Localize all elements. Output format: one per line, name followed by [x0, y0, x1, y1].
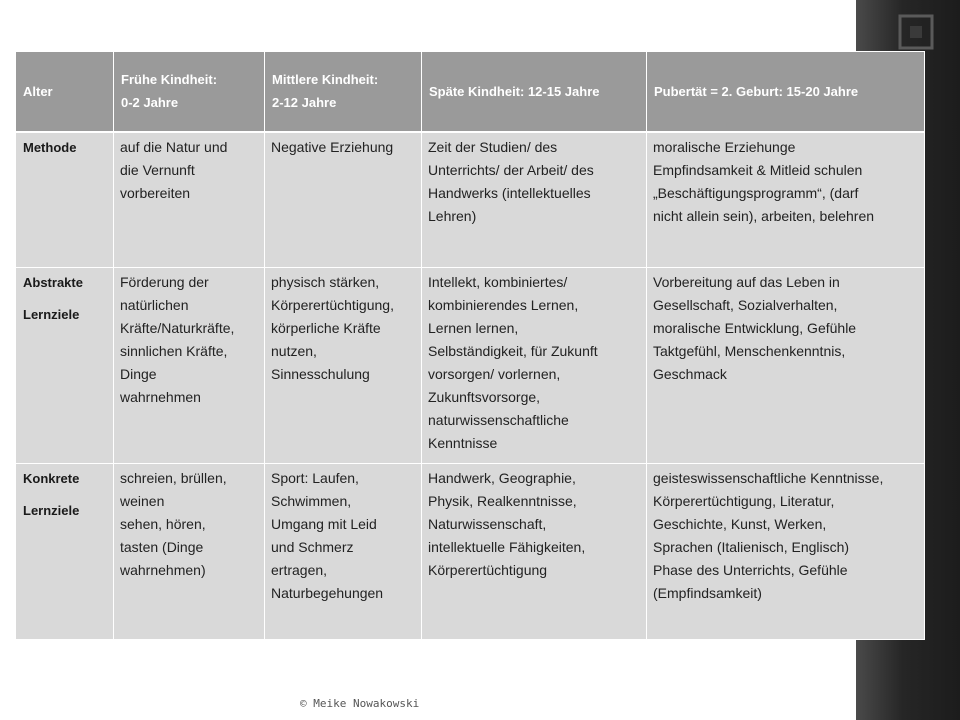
header-text: Späte Kindheit: 12-15 Jahre: [429, 83, 600, 99]
header-subtext: 0-2 Jahre: [121, 95, 179, 111]
header-text: Mittlere Kindheit:: [272, 72, 379, 88]
table-cell: [265, 464, 422, 640]
cell-text: Intellekt, kombiniertes/ kombinierendes Lernen, Lernen lernen, Selbständigkeit, für Zukunft vorsorgen/ vorlernen, Zukunftsvorsorge, naturwissenschaftliche Kenntnisse: [428, 274, 598, 451]
row-label-konkrete-lernziele: [16, 464, 114, 640]
table-cell: [647, 268, 925, 464]
header-subtext: 2-12 Jahre: [272, 95, 337, 111]
header-text: Frühe Kindheit:: [121, 72, 218, 88]
table-header-row: [16, 52, 925, 132]
table-cell: [422, 132, 647, 268]
table-cell: [422, 268, 647, 464]
header-cell-pubertaet: [647, 52, 925, 132]
header-cell-fruehe-kindheit: [114, 52, 265, 132]
cell-text: Sport: Laufen, Schwimmen, Umgang mit Leid und Schmerz ertragen, Naturbegehungen: [271, 470, 384, 601]
table-cell: [265, 132, 422, 268]
header-cell-mittlere-kindheit: [265, 52, 422, 132]
cell-text: schreien, brüllen, weinen sehen, hören, tasten (Dinge wahrnehmen): [120, 470, 227, 578]
life-stages-table: [15, 51, 925, 640]
row-label-gap: [23, 490, 109, 499]
row-label-text: Lernziele: [23, 307, 80, 322]
row-label-gap: [23, 294, 109, 303]
row-label-text: Konkrete: [23, 471, 80, 486]
table-row: [16, 132, 925, 268]
cell-text: physisch stärken, Körperertüchtigung, körperliche Kräfte nutzen, Sinnesschulung: [271, 274, 394, 382]
cell-text: Handwerk, Geographie, Physik, Realkenntnisse, Naturwissenschaft, intellektuelle Fähigkeiten, Körperertüchtigung: [428, 470, 586, 578]
cell-text: Negative Erziehung: [271, 138, 394, 155]
row-label-methode: [16, 132, 114, 268]
cell-text: geisteswissenschaftliche Kenntnisse, Körperertüchtigung, Literatur, Geschichte, Kunst, Werken, Sprachen (Italienisch, Englisch) Phase des Unterrichts, Gefühle (Empfindsamkeit): [653, 470, 884, 601]
corner-square-deco-icon: [896, 12, 936, 52]
header-text: Alter: [23, 83, 53, 99]
table-cell: [114, 464, 265, 640]
copyright-footer: © Meike Nowakowski: [300, 697, 420, 710]
cell-text: Vorbereitung auf das Leben in Gesellschaft, Sozialverhalten, moralische Entwicklung, Gefühle Taktgefühl, Menschenkenntnis, Geschmack: [653, 274, 857, 382]
row-label-text: Lernziele: [23, 503, 80, 518]
row-label-text: Abstrakte: [23, 275, 83, 290]
row-label-abstrakte-lernziele: [16, 268, 114, 464]
cell-text: Förderung der natürlichen Kräfte/Naturkräfte, sinnlichen Kräfte, Dinge wahrnehmen: [120, 274, 235, 405]
table-cell: [647, 464, 925, 640]
header-text: Pubertät = 2. Geburt: 15-20 Jahre: [654, 83, 859, 99]
table-cell: [422, 464, 647, 640]
table-row: [16, 464, 925, 640]
table-cell: [647, 132, 925, 268]
row-label-text: Methode: [23, 139, 77, 155]
table-row: [16, 268, 925, 464]
table-cell: [114, 268, 265, 464]
cell-text: Zeit der Studien/ des Unterrichts/ der Arbeit/ des Handwerks (intellektuelles Lehren): [428, 138, 594, 224]
table-cell: [265, 268, 422, 464]
cell-text: auf die Natur und die Vernunft vorbereiten: [120, 138, 228, 201]
header-cell-alter: [16, 52, 114, 132]
table-cell: [114, 132, 265, 268]
cell-text: moralische Erziehunge Empfindsamkeit & Mitleid schulen „Beschäftigungsprogramm“, (darf nicht allein sein), arbeiten, belehren: [653, 138, 875, 224]
header-cell-spaete-kindheit: [422, 52, 647, 132]
